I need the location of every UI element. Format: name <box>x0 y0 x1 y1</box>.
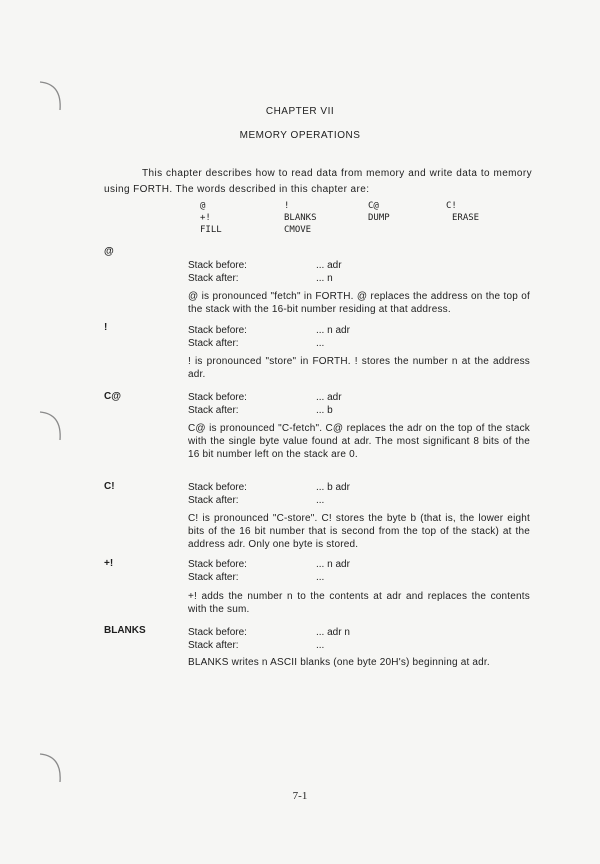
chapter-heading: CHAPTER VII <box>265 106 335 117</box>
stack-before-value: ... b adr <box>316 482 350 493</box>
binder-hole-mark-bottom <box>38 752 66 786</box>
stack-before-value: ... adr <box>316 260 342 271</box>
entry-term: +! <box>104 558 114 569</box>
stack-before-label: Stack before: <box>188 325 247 336</box>
stack-effect <box>188 324 448 350</box>
entry-description: BLANKS writes n ASCII blanks (one byte 20H's) beginning at adr. <box>188 657 490 668</box>
stack-before-label: Stack before: <box>188 482 247 493</box>
intro-text: This chapter describes how to read data from memory and write data to memory using FORTH. The words described in this chapter are: <box>104 168 532 195</box>
word-list-item: BLANKS <box>284 213 317 223</box>
stack-after-label: Stack after: <box>188 405 239 416</box>
stack-after-label: Stack after: <box>188 640 239 651</box>
entry-term: C@ <box>104 391 121 402</box>
stack-before-value: ... n adr <box>316 559 350 570</box>
stack-effect <box>188 626 448 652</box>
entry-term: BLANKS <box>104 625 146 636</box>
entry-term: @ <box>104 246 114 257</box>
stack-after-value: ... <box>316 338 325 349</box>
page-number: 7-1 <box>292 790 308 802</box>
stack-after-value: ... <box>316 572 325 583</box>
stack-before-value: ... adr <box>316 392 342 403</box>
word-list-item: @ <box>200 201 206 211</box>
stack-before-label: Stack before: <box>188 260 247 271</box>
stack-before-value: ... adr n <box>316 627 350 638</box>
stack-before-label: Stack before: <box>188 559 247 570</box>
word-list-item: +! <box>200 213 211 223</box>
entry-description: +! adds the number n to the contents at adr and replaces the contents with the sum. <box>188 591 530 615</box>
stack-effect <box>188 259 448 285</box>
stack-effect <box>188 391 448 417</box>
binder-hole-mark-middle <box>38 410 66 444</box>
entry-description: C@ is pronounced "C-fetch". C@ replaces the adr on the top of the stack with the single byte value found at adr. The most significant 8 bits of the 16 bit number left on the stack are 0. <box>188 423 530 460</box>
word-list-item: CMOVE <box>284 225 312 235</box>
word-list-item: FILL <box>200 225 222 235</box>
entry-description: C! is pronounced "C-store". C! stores the byte b (that is, the lower eight bits of the 16 bit number that is second from the top of the stack) at the address adr. Only one byte is stored. <box>188 513 530 550</box>
stack-before-value: ... n adr <box>316 325 350 336</box>
word-list-item: ! <box>284 201 290 211</box>
stack-before-label: Stack before: <box>188 627 247 638</box>
entry-term: C! <box>104 481 115 492</box>
entry-term: ! <box>104 322 108 333</box>
stack-effect <box>188 481 448 507</box>
stack-after-value: ... b <box>316 405 333 416</box>
word-list-item: ERASE <box>452 213 480 223</box>
section-title: MEMORY OPERATIONS <box>239 130 361 141</box>
word-list-item: C@ <box>368 201 379 211</box>
stack-after-value: ... <box>316 640 325 651</box>
stack-after-value: ... <box>316 495 325 506</box>
stack-effect <box>188 558 448 584</box>
stack-after-value: ... n <box>316 273 333 284</box>
stack-before-label: Stack before: <box>188 392 247 403</box>
stack-after-label: Stack after: <box>188 273 239 284</box>
word-list-item: C! <box>446 201 457 211</box>
stack-after-label: Stack after: <box>188 572 239 583</box>
stack-after-label: Stack after: <box>188 495 239 506</box>
word-list-item: DUMP <box>368 213 390 223</box>
entry-description: ! is pronounced "store" in FORTH. ! stores the number n at the address adr. <box>188 356 530 380</box>
intro-paragraph <box>104 166 532 198</box>
entry-description: @ is pronounced "fetch" in FORTH. @ replaces the address on the top of the stack with the 16-bit number residing at that address. <box>188 291 530 315</box>
stack-after-label: Stack after: <box>188 338 239 349</box>
